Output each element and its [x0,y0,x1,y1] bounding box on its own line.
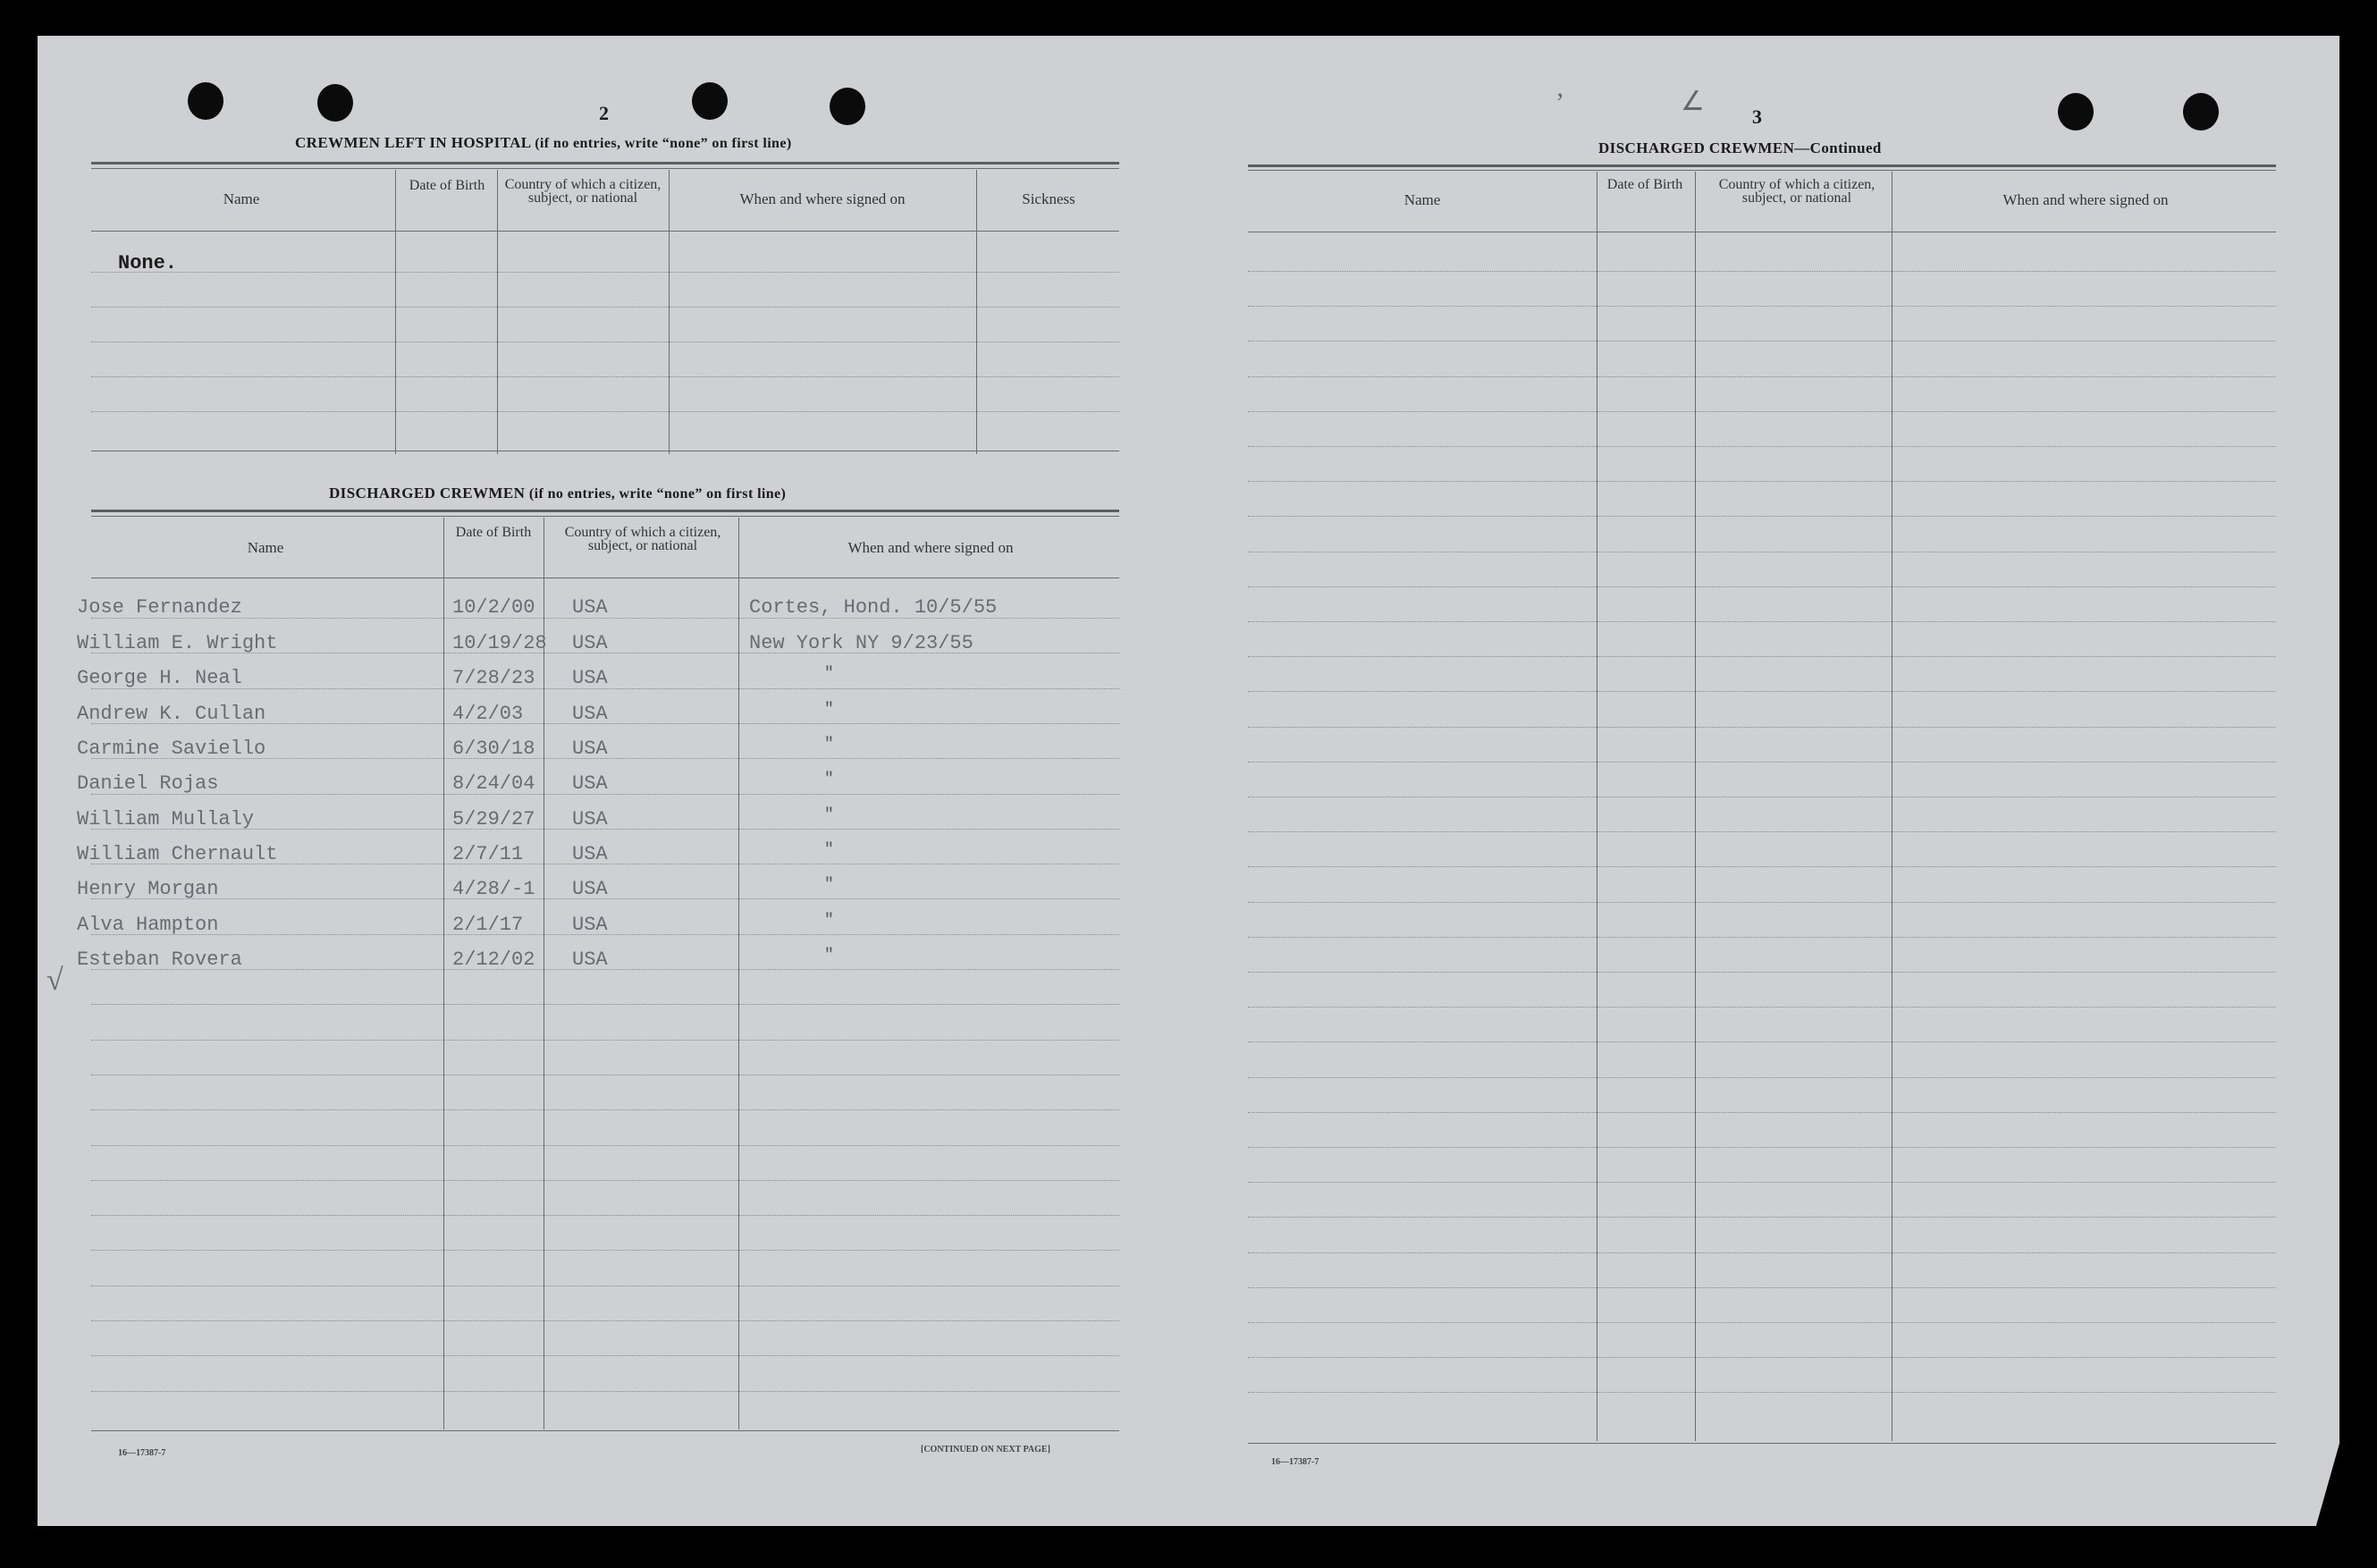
entry-line [91,272,1119,273]
crew-country: USA [572,632,608,654]
page-number: 3 [1752,105,1762,128]
entry-line [1248,411,2276,412]
discharged-header-rule [91,577,1119,578]
discharged-col-divider [443,518,444,1429]
crew-name: Jose Fernandez [77,596,242,619]
discharged-col-divider [738,518,739,1429]
entry-line [1248,1041,2276,1042]
entry-line [1248,762,2276,763]
hospital-entry-none: None. [118,252,178,274]
crew-name: Carmine Saviello [77,738,266,760]
column-header-sickness: Sickness [1022,190,1075,207]
discharged-section-title [329,485,786,502]
column-header-name: Name [1403,191,1441,208]
crew-dob: 6/30/18 [452,738,535,760]
entry-line [1248,516,2276,517]
crew-country: USA [572,667,608,689]
form-number: 16—17387-7 [118,1448,166,1458]
crew-signed-on-ditto: " [824,947,834,965]
hospital-header-rule [91,231,1119,232]
crew-signed-on-ditto: " [824,876,834,894]
crew-country: USA [572,772,608,795]
crew-name: Henry Morgan [77,878,219,900]
hospital-section-title [295,134,792,152]
entry-line [1248,1287,2276,1288]
crew-name: Esteban Rovera [77,948,242,971]
entry-line [1248,866,2276,867]
entry-line [1248,1357,2276,1358]
punch-hole [188,82,223,120]
entry-line [1248,902,2276,903]
crew-name: William E. Wright [77,632,278,654]
entry-line [91,1004,1119,1005]
hospital-instruction: (if no entries, write “none” on first line) [535,136,792,151]
entry-line [91,307,1119,308]
punch-hole [2183,93,2219,131]
page-number: 2 [599,102,609,124]
crew-country: USA [572,914,608,936]
entry-line [1248,376,2276,377]
entry-line [1248,306,2276,307]
crew-signed-on-ditto: " [824,771,834,788]
crew-name: William Mullaly [77,808,255,830]
entry-line [1248,1112,2276,1113]
entry-line [1248,586,2276,587]
column-header-name: Name [247,539,284,556]
entry-line [1248,1147,2276,1148]
crew-dob: 5/29/27 [452,808,535,830]
column-header-country: Country of which a citizen, subject, or national [1718,177,1875,206]
pen-mark: ∠ [1681,87,1705,116]
crew-name: George H. Neal [77,667,242,689]
crew-country: USA [572,738,608,760]
crew-dob: 8/24/04 [452,772,535,795]
crew-signed-on-ditto: " [824,806,834,824]
entry-line [1248,972,2276,973]
crew-signed-on-ditto: " [824,736,834,754]
entry-line [91,1250,1119,1251]
column-header-signed-on: When and where signed on [739,190,906,207]
right-top-rule-2 [1248,170,2276,171]
crew-dob: 4/28/-1 [452,878,535,900]
column-header-dob: Date of Birth [1606,177,1683,192]
form-number: 16—17387-7 [1271,1457,1319,1467]
entry-line [1248,446,2276,447]
right-top-rule [1248,164,2276,167]
column-header-dob: Date of Birth [455,525,532,540]
crew-country: USA [572,808,608,830]
column-header-name: Name [223,190,260,207]
entry-line [91,376,1119,377]
crew-dob: 4/2/03 [452,703,524,725]
form-sheet [38,36,2339,1526]
crew-signed-on: New York NY 9/23/55 [749,632,974,654]
crew-dob: 2/7/11 [452,843,524,865]
crew-name: Alva Hampton [77,914,219,936]
punch-hole [830,88,865,125]
entry-line [91,1391,1119,1392]
entry-line [1248,691,2276,692]
punch-hole [2058,93,2094,131]
entry-line [1248,481,2276,482]
entry-line [1248,1392,2276,1393]
entry-line [1248,271,2276,272]
discharged-top-rule-2 [91,516,1119,517]
pen-mark: ’ [1555,88,1564,117]
crew-dob: 2/1/17 [452,914,524,936]
margin-checkmark: √ [46,964,63,997]
entry-line [91,1355,1119,1356]
crew-country: USA [572,878,608,900]
column-header-dob: Date of Birth [409,178,485,193]
punch-hole [317,84,353,122]
entry-line [91,1145,1119,1146]
hospital-title-text: CREWMEN LEFT IN HOSPITAL [295,134,531,151]
crew-name: Andrew K. Cullan [77,703,266,725]
entry-line [1248,937,2276,938]
entry-line [1248,621,2276,622]
entry-line [1248,1322,2276,1323]
discharged-top-rule [91,510,1119,512]
entry-line [1248,831,2276,832]
crew-signed-on-ditto: " [824,841,834,859]
continued-note: [CONTINUED ON NEXT PAGE] [921,1445,1050,1454]
crew-dob: 10/19/28 [452,632,547,654]
entry-line [1248,656,2276,657]
right-bottom-rule [1248,1443,2276,1444]
entry-line [91,341,1119,342]
entry-line [91,411,1119,412]
crew-country: USA [572,843,608,865]
crew-dob: 7/28/23 [452,667,535,689]
entry-line [91,1215,1119,1216]
column-header-signed-on: When and where signed on [2002,191,2169,208]
discharged-title-text: DISCHARGED CREWMEN [329,485,526,502]
entry-line [1248,1217,2276,1218]
column-header-country: Country of which a citizen, subject, or national [564,525,721,553]
crew-name: William Chernault [77,843,278,865]
column-header-country: Country of which a citizen, subject, or national [504,177,662,206]
entry-line [1248,1182,2276,1183]
continued-section-title: DISCHARGED CREWMEN—Continued [1598,139,1882,156]
entry-line [91,1180,1119,1181]
discharged-instruction: (if no entries, write “none” on first line) [528,486,787,502]
entry-line [1248,727,2276,728]
crew-signed-on: Cortes, Hond. 10/5/55 [749,596,998,619]
crew-country: USA [572,596,608,619]
punch-hole [692,82,728,120]
entry-line [91,1040,1119,1041]
entry-line [1248,1252,2276,1253]
entry-line [91,1109,1119,1110]
discharged-bottom-rule [91,1430,1119,1431]
right-col-divider [1695,172,1696,1441]
crew-dob: 10/2/00 [452,596,535,619]
entry-line [91,1320,1119,1321]
crew-signed-on-ditto: " [824,701,834,719]
crew-signed-on-ditto: " [824,665,834,683]
crew-name: Daniel Rojas [77,772,219,795]
hospital-top-rule-2 [91,168,1119,169]
crew-country: USA [572,703,608,725]
column-header-signed-on: When and where signed on [847,539,1014,556]
torn-corner [2315,1421,2346,1529]
crew-signed-on-ditto: " [824,912,834,930]
entry-line [1248,1077,2276,1078]
hospital-top-rule [91,162,1119,164]
crew-country: USA [572,948,608,971]
crew-dob: 2/12/02 [452,948,535,971]
